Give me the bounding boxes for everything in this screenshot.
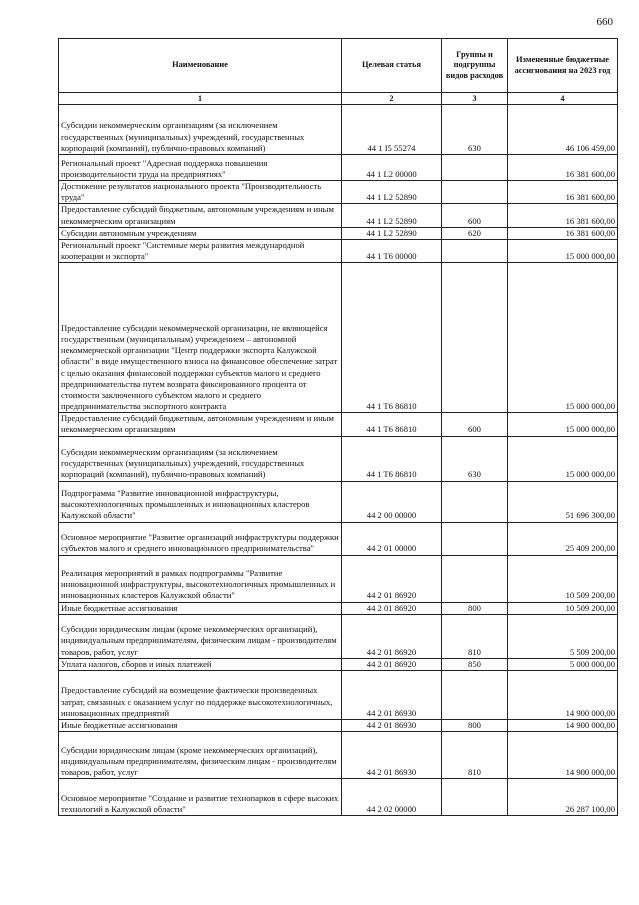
- row-target-code: 44 2 02 00000: [342, 779, 442, 816]
- table-row: [59, 522, 618, 555]
- row-target-code: 44 1 I5 55274: [342, 105, 442, 155]
- row-expense-group: [442, 181, 508, 204]
- row-expense-group: [442, 522, 508, 555]
- row-name: Субсидии юридическим лицам (кроме некоммерческих организаций), индивидуальным предпринимателям, физическим лицам - производителям товаров, работ, услуг: [59, 732, 342, 779]
- column-number: 2: [342, 93, 442, 105]
- row-expense-group: 600: [442, 204, 508, 227]
- table-row: [59, 481, 618, 522]
- row-name: Субсидии некоммерческим организациям (за исключением государственных (муниципальных) учреждений, государственных корпораций (компаний), публично-правовых компаний): [59, 105, 342, 155]
- row-name: Субсидии автономным учреждениям: [59, 227, 342, 239]
- header-name: Наименование: [59, 39, 342, 93]
- table-body: [59, 105, 618, 816]
- row-expense-group: 810: [442, 732, 508, 779]
- table-row: [59, 779, 618, 816]
- row-amount: 25 409 200,00: [508, 522, 618, 555]
- row-expense-group: [442, 481, 508, 522]
- row-name: Предоставление субсидий бюджетным, автономным учреждениям и иным некоммерческим организациям: [59, 204, 342, 227]
- row-expense-group: [442, 239, 508, 262]
- row-expense-group: 800: [442, 602, 508, 614]
- row-name: Предоставление субсидий бюджетным, автономным учреждениям и иным некоммерческим организациям: [59, 413, 342, 436]
- row-expense-group: 800: [442, 719, 508, 731]
- row-amount: 15 000 000,00: [508, 263, 618, 413]
- table-row: [59, 658, 618, 670]
- row-target-code: 44 2 01 86930: [342, 732, 442, 779]
- row-amount: 5 000 000,00: [508, 658, 618, 670]
- header-amount: Измененные бюджетные ассигнования на 2023 год: [508, 39, 618, 93]
- row-amount: 16 381 600,00: [508, 155, 618, 181]
- row-target-code: 44 2 01 86920: [342, 658, 442, 670]
- table-row: [59, 602, 618, 614]
- row-target-code: 44 2 01 86930: [342, 670, 442, 719]
- row-name: Предоставление субсидии некоммерческой организации, не являющейся государственным (муниципальным) учреждением – автономной некоммерческой организации "Центр поддержки экспорта Калужской области" в виде имущественного взноса на финансовое обеспечение затрат с целью оказания финансовой поддержки субъектов малого и среднего предпринимательства путем возврата фиксированного процента от стоимости заключенного субъектом малого и среднего предпринимательства экспортного контракта: [59, 263, 342, 413]
- row-name: Субсидии юридическим лицам (кроме некоммерческих организаций), индивидуальным предпринимателям, физическим лицам - производителям товаров, работ, услуг: [59, 614, 342, 658]
- row-target-code: 44 1 L2 52890: [342, 227, 442, 239]
- table-row: [59, 239, 618, 262]
- header-group: Группы и подгруппы видов расходов: [442, 39, 508, 93]
- row-amount: 51 696 300,00: [508, 481, 618, 522]
- budget-table: [58, 38, 618, 816]
- row-name: Уплата налогов, сборов и иных платежей: [59, 658, 342, 670]
- row-expense-group: 810: [442, 614, 508, 658]
- row-name: Реализация мероприятий в рамках подпрограммы "Развитие инновационной инфраструктуры, высокотехнологичных промышленных и инновационных кластеров Калужской области": [59, 555, 342, 602]
- table-row: [59, 555, 618, 602]
- row-target-code: 44 2 01 00000: [342, 522, 442, 555]
- row-amount: 14 900 000,00: [508, 670, 618, 719]
- column-number: 4: [508, 93, 618, 105]
- row-amount: 10 509 200,00: [508, 602, 618, 614]
- row-amount: 5 509 200,00: [508, 614, 618, 658]
- row-name: Региональный проект "Адресная поддержка повышения производительности труда на предприятиях": [59, 155, 342, 181]
- row-target-code: 44 2 01 86920: [342, 555, 442, 602]
- page-number: 660: [596, 16, 613, 28]
- row-expense-group: 630: [442, 105, 508, 155]
- row-amount: 14 900 000,00: [508, 732, 618, 779]
- table-row: [59, 181, 618, 204]
- table-row: [59, 155, 618, 181]
- row-name: Иные бюджетные ассигнования: [59, 602, 342, 614]
- table-row: [59, 413, 618, 436]
- row-amount: 15 000 000,00: [508, 239, 618, 262]
- table-row: [59, 719, 618, 731]
- row-amount: 26 287 100,00: [508, 779, 618, 816]
- row-target-code: 44 1 T6 86810: [342, 413, 442, 436]
- row-name: Предоставление субсидий на возмещение фактически произведенных затрат, связанных с оказанием услуг по поддержке высокотехнологичных, инновационных предприятий: [59, 670, 342, 719]
- table-row: [59, 670, 618, 719]
- row-name: Основное мероприятие "Создание и развитие технопарков в сфере высоких технологий в Калужской области": [59, 779, 342, 816]
- row-target-code: 44 1 L2 00000: [342, 155, 442, 181]
- header-row: [59, 39, 618, 93]
- row-amount: 46 106 459,00: [508, 105, 618, 155]
- table-row: [59, 436, 618, 481]
- row-target-code: 44 1 L2 52890: [342, 204, 442, 227]
- row-expense-group: [442, 555, 508, 602]
- row-amount: 10 509 200,00: [508, 555, 618, 602]
- row-expense-group: [442, 779, 508, 816]
- table-row: [59, 227, 618, 239]
- row-name: Подпрограмма "Развитие инновационной инфраструктуры, высокотехнологичных промышленных и инновационных кластеров Калужской области": [59, 481, 342, 522]
- row-amount: 16 381 600,00: [508, 204, 618, 227]
- row-target-code: 44 2 00 00000: [342, 481, 442, 522]
- row-target-code: 44 2 01 86930: [342, 719, 442, 731]
- row-target-code: 44 2 01 86920: [342, 614, 442, 658]
- table-row: [59, 732, 618, 779]
- table-row: [59, 263, 618, 413]
- row-expense-group: 850: [442, 658, 508, 670]
- row-expense-group: 620: [442, 227, 508, 239]
- row-amount: 15 000 000,00: [508, 436, 618, 481]
- row-expense-group: [442, 263, 508, 413]
- row-name: Региональный проект "Системные меры развития международной кооперации и экспорта": [59, 239, 342, 262]
- column-number: 1: [59, 93, 342, 105]
- row-expense-group: 630: [442, 436, 508, 481]
- row-expense-group: 600: [442, 413, 508, 436]
- row-expense-group: [442, 155, 508, 181]
- row-target-code: 44 1 T6 86810: [342, 436, 442, 481]
- row-amount: 16 381 600,00: [508, 227, 618, 239]
- row-name: Субсидии некоммерческим организациям (за исключением государственных (муниципальных) учреждений, государственных корпораций (компаний), публично-правовых компаний): [59, 436, 342, 481]
- row-target-code: 44 1 L2 52890: [342, 181, 442, 204]
- row-amount: 14 900 000,00: [508, 719, 618, 731]
- column-number: 3: [442, 93, 508, 105]
- row-name: Основное мероприятие "Развитие организаций инфраструктуры поддержки субъектов малого и среднего инновационного предпринимательства": [59, 522, 342, 555]
- row-expense-group: [442, 670, 508, 719]
- row-name: Иные бюджетные ассигнования: [59, 719, 342, 731]
- table-row: [59, 204, 618, 227]
- row-amount: 16 381 600,00: [508, 181, 618, 204]
- header-code: Целевая статья: [342, 39, 442, 93]
- table-row: [59, 105, 618, 155]
- table-row: [59, 614, 618, 658]
- row-target-code: 44 1 T6 86810: [342, 263, 442, 413]
- row-amount: 15 000 000,00: [508, 413, 618, 436]
- column-number-row: [59, 93, 618, 105]
- row-name: Достижение результатов национального проекта "Производительность труда": [59, 181, 342, 204]
- row-target-code: 44 1 T6 00000: [342, 239, 442, 262]
- row-target-code: 44 2 01 86920: [342, 602, 442, 614]
